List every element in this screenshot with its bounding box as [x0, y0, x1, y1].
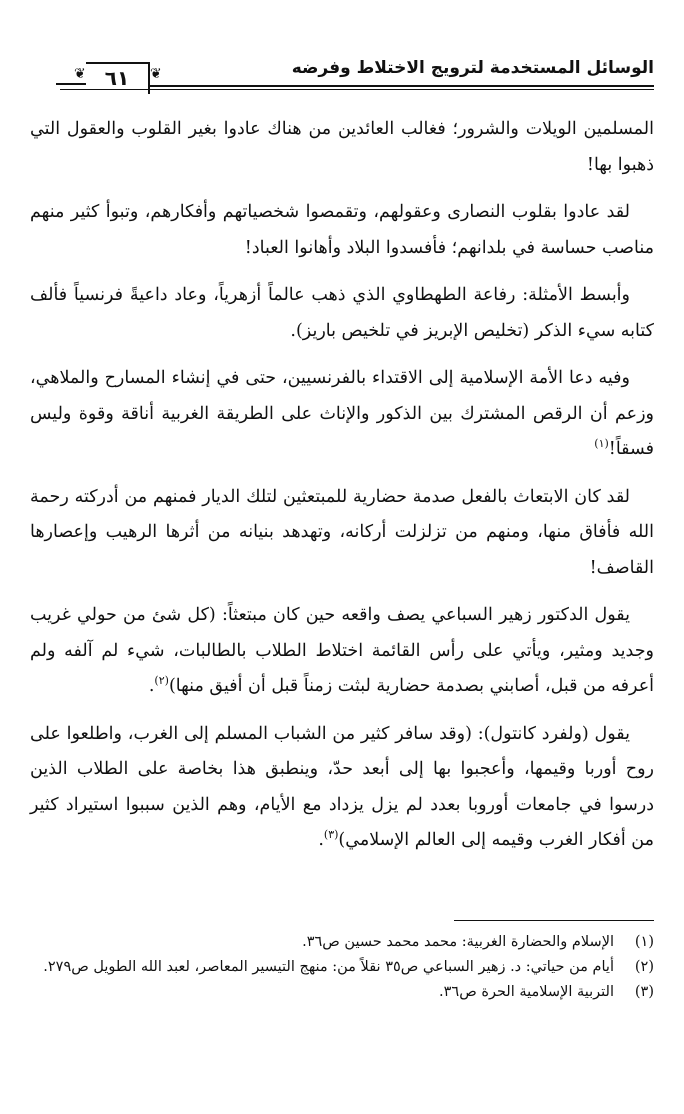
footnote [30, 980, 654, 1005]
ornament-right-icon: ❦ [150, 66, 162, 82]
header-left-dash [56, 83, 86, 85]
paragraph: لقد كان الابتعاث بالفعل صدمة حضارية للمبتعثين لتلك الديار فمنهم من أدركته رحمة الله فأفاق منها، ومنهم من تزلزلت أركانه، وتهدهد بنيانه من أثرها الرهيب وإعصارها القاصف! [30, 486, 654, 578]
paragraph: لقد عادوا بقلوب النصارى وعقولهم، وتقمصوا شخصياتهم وأفكارهم، وتبوأ كثير منهم مناصب حساسة في بلدانهم؛ فأفسدوا البلاد وأهانوا العباد! [30, 202, 654, 258]
footnotes [30, 930, 654, 1005]
ornament-left-icon: ❦ [74, 66, 86, 82]
footnote-text: الإسلام والحضارة الغربية: محمد محمد حسين ص٣٦. [302, 934, 614, 950]
paragraph: وأبسط الأمثلة: رفاعة الطهطاوي الذي ذهب عالماً أزهرياً، وعاد داعيةً فرنسياً فألف كتابه سيء الذكر (تخليص الإبريز في تلخيص باريز). [30, 285, 654, 341]
paragraph: المسلمين الويلات والشرور؛ فغالب العائدين من هناك عادوا بغير القلوب والعقول التي ذهبوا بها! [30, 119, 654, 175]
paragraph: يقول الدكتور زهير السباعي يصف واقعه حين كان مبتعثاً: (كل شئ من حولي غريب وجديد ومثير، ويأتي على رأس القائمة اختلاط الطلاب بالطالبات، شيء لم آلفه ولم أعرفه من قبل، أصابني بصدمة حضارية لبثت زمناً قبل أن أفيق منها)$^{(٢)}$. [30, 605, 654, 696]
footnote-text: أيام من حياتي: د. زهير السباعي ص٣٥ نقلاً من: منهج التيسير المعاصر، لعبد الله الطويل ص٢٧٩. [43, 959, 614, 975]
header-title: الوسائل المستخدمة لترويج الاختلاط وفرضه [291, 58, 654, 78]
footnote [30, 930, 654, 955]
footnote-ref: (١) [594, 437, 609, 451]
running-header [0, 50, 684, 98]
header-rule [150, 85, 654, 87]
footnote-separator [454, 920, 654, 921]
footnote-number: (٢) [634, 959, 654, 975]
paragraph: وفيه دعا الأمة الإسلامية إلى الاقتداء بالفرنسيين، حتى في إنشاء المسارح والملاهي، وزعم أن الرقص المشترك بين الذكور والإناث على الطريقة الغربية أناقة وقوة وليس فسقاً!$^{(١)}$ [30, 368, 654, 459]
footnote-number: (٣) [634, 984, 654, 1000]
footnote-text: التربية الإسلامية الحرة ص٣٦. [439, 984, 614, 1000]
paragraph: يقول (ولفرد كانتول): (وقد سافر كثير من الشباب المسلم إلى الغرب، واطلعوا على روح أوربا وقيمها، وأعجبوا بها إلى أبعد حدّ، وينطبق هذا بخاصة على الطلاب الذين درسوا في جامعات أوروبا بعدد لم يزل يزداد مع الأيام، وهم الذين سببوا استيراد كثير من أفكار الغرب وقيمه إلى العالم الإسلامي)$^{(٣)}$. [30, 723, 654, 850]
footnote-number: (١) [634, 934, 654, 950]
footnote [30, 955, 654, 980]
page-number: ٦١ [104, 66, 130, 90]
page-number-box [86, 62, 150, 94]
main-text [30, 112, 654, 871]
footnote-ref: (٢) [154, 674, 169, 688]
footnote-ref: (٣) [323, 828, 339, 842]
